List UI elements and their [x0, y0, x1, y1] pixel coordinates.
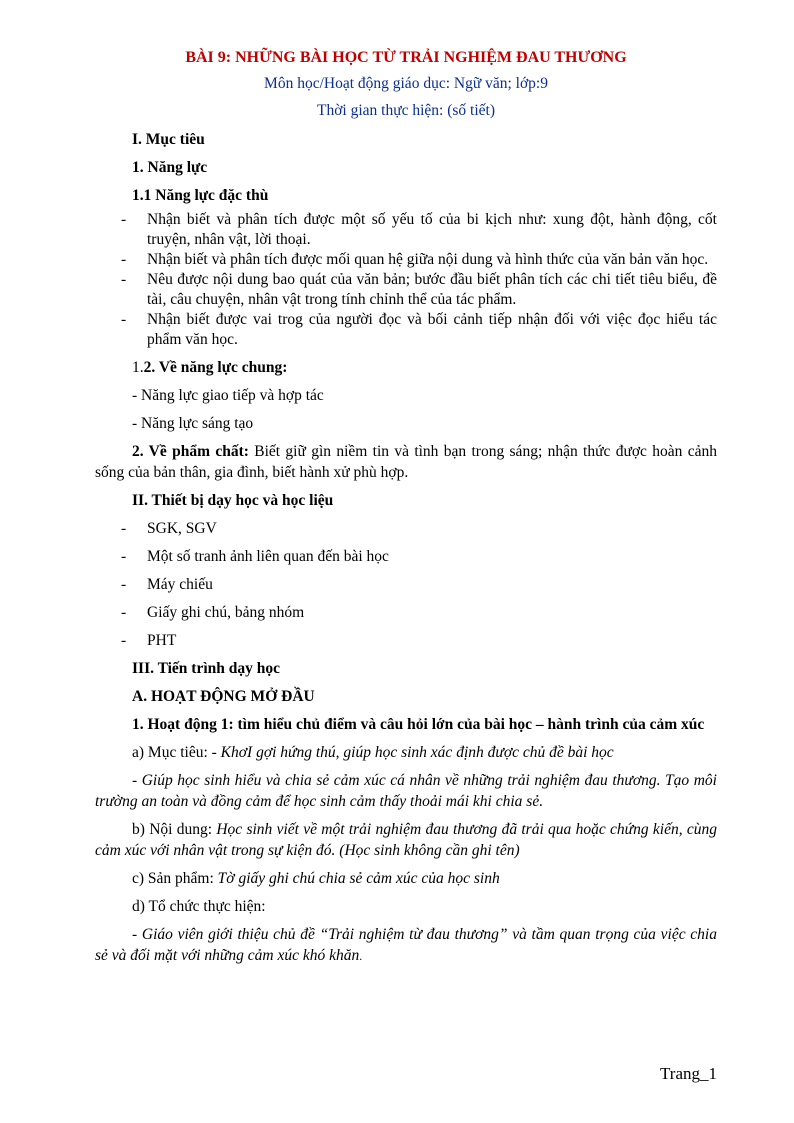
- list-item: - Máy chiếu: [121, 576, 213, 593]
- list-item: - PHT: [121, 632, 177, 649]
- activity-a-heading: A. HOẠT ĐỘNG MỞ ĐẦU: [132, 688, 315, 705]
- lesson-title: BÀI 9: NHỮNG BÀI HỌC TỪ TRẢI NGHIỆM ĐAU THƯƠNG: [185, 49, 627, 66]
- list-item: - Giấy ghi chú, bảng nhóm: [121, 604, 305, 621]
- list-item: - SGK, SGV: [121, 520, 217, 537]
- section-objectives-heading: I. Mục tiêu: [132, 131, 205, 148]
- document-page: [95, 40, 717, 967]
- list-item: - Nhận biết được vai trog của người đọc và bối cảnh tiếp nhận đối với việc đọc hiểu tác phẩm văn học.: [121, 311, 717, 348]
- specific-competency-heading: 1.1 Năng lực đặc thù: [132, 187, 269, 204]
- goal-paragraph-2: - Giúp học sinh hiểu và chia sẻ cảm xúc cá nhân về những trải nghiệm đau thương. Tạo môi trường an toàn và đồng cảm để học sinh cảm thấy thoải mái khi chia sẻ.: [95, 772, 717, 810]
- general-item: - Năng lực giao tiếp và hợp tác: [132, 387, 324, 404]
- organize-heading: d) Tổ chức thực hiện:: [132, 898, 266, 915]
- list-item: - Nhận biết và phân tích được một số yếu tố của bi kịch như: xung đột, hành động, cốt truyện, nhân vật, lời thoại.: [121, 211, 717, 248]
- quality-paragraph: 2. Về phẩm chất: Biết giữ gìn niềm tin và tình bạn trong sáng; nhận thức được hoàn cảnh sống của bản thân, gia đình, biết hành xử phù hợp.: [95, 443, 717, 481]
- list-item: - Một số tranh ảnh liên quan đến bài học: [121, 548, 389, 565]
- content-paragraph: b) Nội dung: Học sinh viết về một trải nghiệm đau thương đã trải qua hoặc chứng kiến, cùng cảm xúc với nhân vật trong sự kiện đó. (Học sinh không cần ghi tên): [95, 821, 717, 859]
- section-process-heading: III. Tiến trình dạy học: [132, 660, 281, 677]
- time-line: Thời gian thực hiện: (số tiết): [316, 102, 495, 119]
- section-equipment-heading: II. Thiết bị dạy học và học liệu: [132, 492, 334, 509]
- product-paragraph: c) Sản phẩm: Tờ giấy ghi chú chia sẻ cảm xúc của học sinh: [132, 870, 500, 887]
- subject-line: Môn học/Hoạt động giáo dục: Ngữ văn; lớp:9: [264, 75, 548, 92]
- general-competency-heading: 1.2. Về năng lực chung:: [132, 359, 288, 376]
- page-number: Trang_1: [660, 1064, 717, 1083]
- goal-paragraph: a) Mục tiêu: - KhơI gợi hứng thú, giúp học sinh xác định được chủ đề bài học: [132, 744, 614, 761]
- general-item: - Năng lực sáng tạo: [132, 415, 254, 432]
- specific-competency-list: [95, 210, 717, 350]
- list-item: - Nhận biết và phân tích được mối quan hệ giữa nội dung và hình thức của văn bản văn học.: [121, 251, 709, 268]
- competency-heading: 1. Năng lực: [132, 159, 208, 176]
- organize-paragraph: - Giáo viên giới thiệu chủ đề “Trải nghiệm từ đau thương” và tầm quan trọng của việc chia sẻ và đối mặt với những cảm xúc khó khăn.: [95, 926, 717, 964]
- equipment-list: [95, 518, 717, 651]
- list-item: - Nêu được nội dung bao quát của văn bản; bước đầu biết phân tích các chi tiết tiêu biểu, đề tài, câu chuyện, nhân vật trong tính chỉnh thể của tác phẩm.: [121, 271, 717, 308]
- activity1-heading: 1. Hoạt động 1: tìm hiểu chủ điểm và câu hỏi lớn của bài học – hành trình của cảm xúc: [132, 716, 705, 733]
